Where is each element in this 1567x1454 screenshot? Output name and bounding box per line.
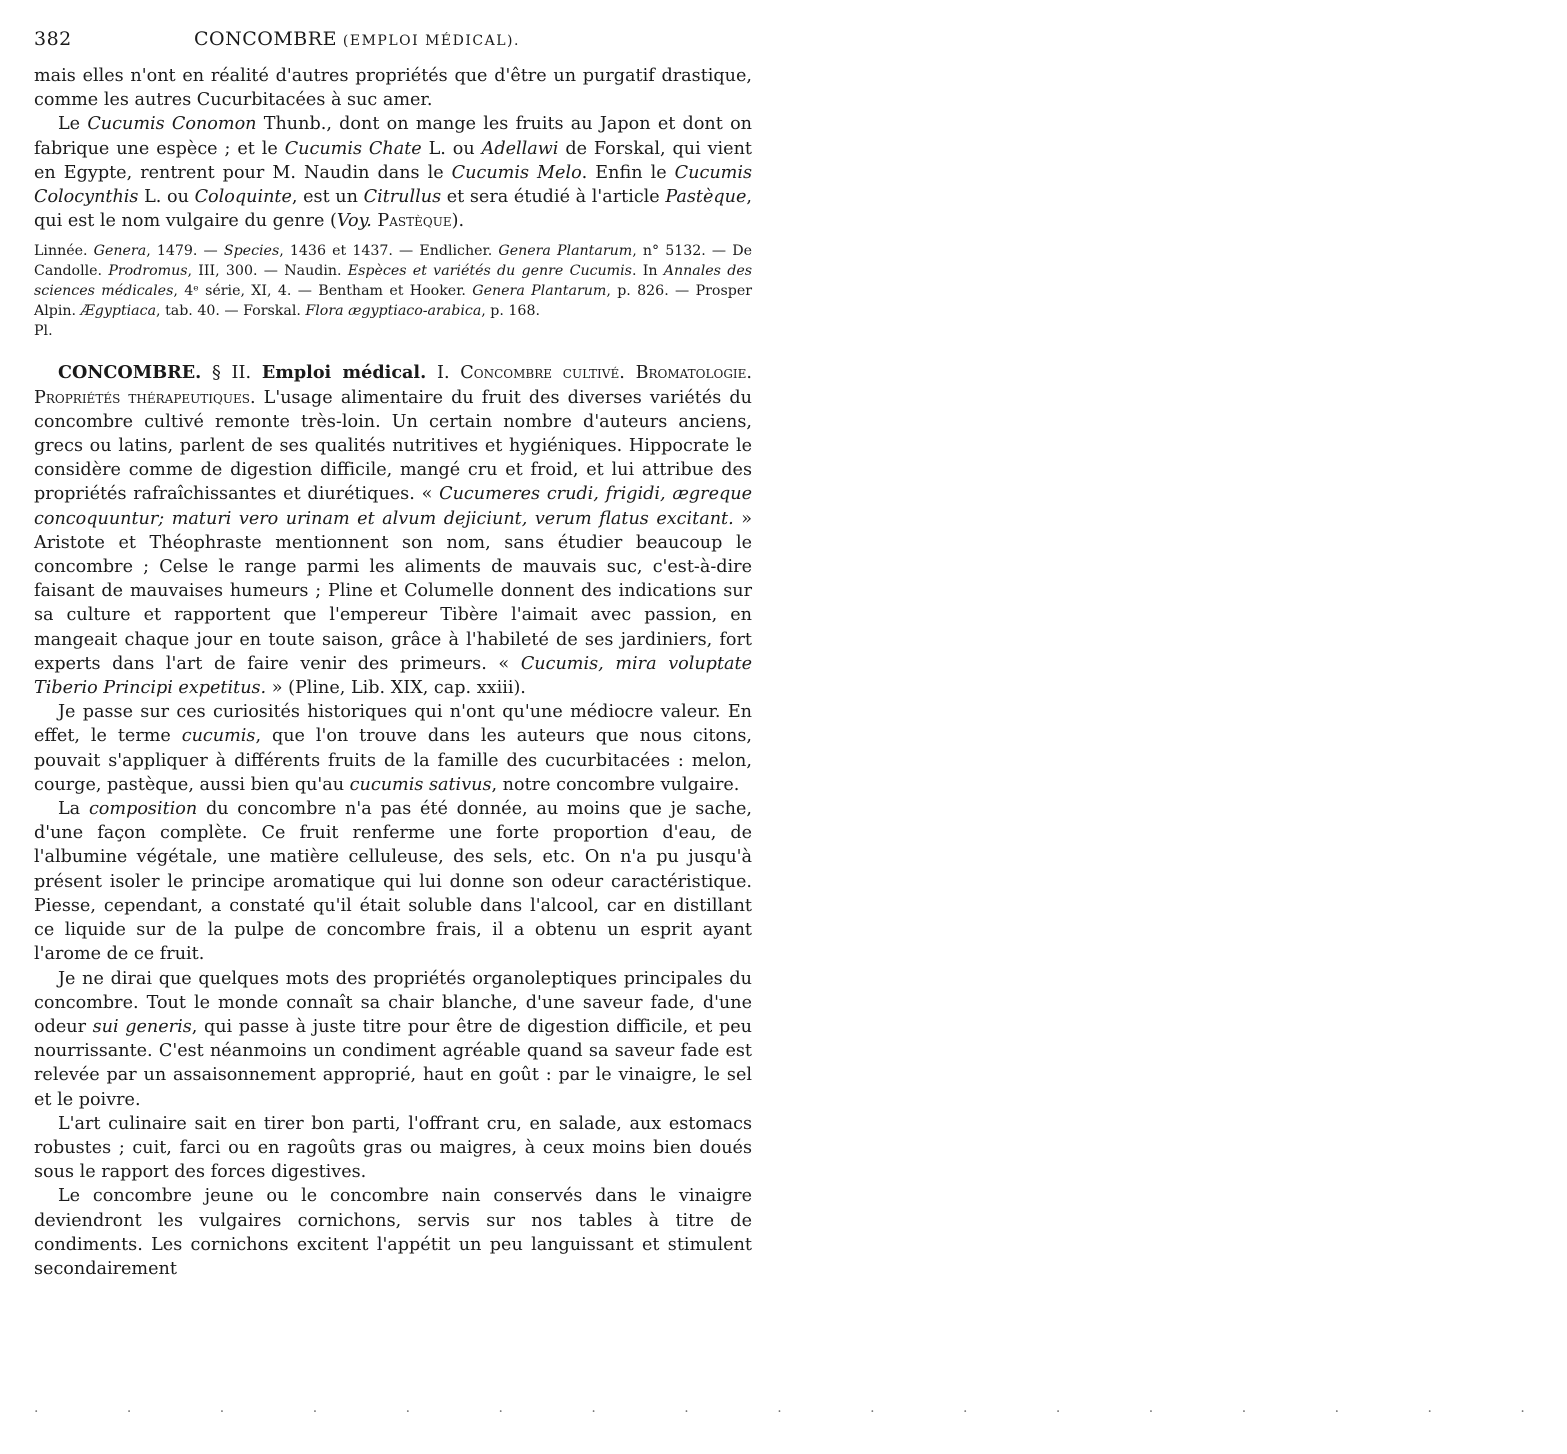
section-subheading: Emploi médical.	[261, 362, 427, 384]
running-head	[34, 28, 752, 64]
paragraph-curiosites: Je passe sur ces curiosités historiques qui n'ont qu'une médiocre valeur. En effet, le terme cucumis, que l'on trouve dans les auteurs que nous citons, pouvait s'appliquer à différents fruits de la famille des cucurbitacées : melon, courge, pastèque, aussi bien qu'au cucumis sativus, notre concombre vulgaire.	[34, 702, 752, 795]
paragraph-cornichons: Le concombre jeune ou le concombre nain conservés dans le vinaigre deviendront les vulgaires cornichons, servis sur nos tables à titre de condiments. Les cornichons excitent l'appétit un peu languissant et stimulent secondairement	[34, 1186, 752, 1279]
paragraph-composition: La composition du concombre n'a pas été donnée, au moins que je sache, d'une façon complète. Ce fruit renferme une forte proportion d'eau, de l'albumine végétale, une matière celluleuse, des sels, etc. On n'a pu jusqu'à présent isoler le principe aromatique qui lui donne son odeur caractéristique. Piesse, cependant, a constaté qu'il était soluble dans l'alcool, car en distillant ce liquide sur de la pulpe de concombre frais, il a obtenu un esprit ayant l'arome de ce fruit.	[34, 799, 753, 965]
running-subtitle: (EMPLOI MÉDICAL).	[342, 33, 520, 49]
footer-dots: · · · · · · · · · · · · · · · · ·	[34, 1404, 1567, 1420]
page	[34, 28, 752, 1281]
bibliography-text: Linnée. Genera, 1479. — Species, 1436 et 1437. — Endlicher. Genera Plantarum, n° 5132. — De Candolle. Prodromus, III, 300. — Naudin. Espèces et variétés du genre Cucumis. In Annales des sciences médicales, 4ᵉ série, XI, 4. — Bentham et Hooker. Genera Plantarum, p. 826. — Prosper Alpin. Ægyptiaca, tab. 40. — Forskal. Flora ægyptiaco-arabica, p. 168.	[34, 243, 753, 320]
paragraph-cucumis-species: Le Cucumis Conomon Thunb., dont on mange les fruits au Japon et dont on fabrique une espèce ; et le Cucumis Chate L. ou Adellawi de Forskal, qui vient en Egypte, rentrent pour M. Naudin dans le Cucumis Melo. Enfin le Cucumis Colocynthis L. ou Coloquinte, est un Citrullus et sera étudié à l'article Pastèque, qui est le nom vulgaire du genre (Voy. Pastèque).	[34, 114, 753, 232]
paragraph-art-culinaire: L'art culinaire sait en tirer bon parti, l'offrant cru, en salade, aux estomacs robustes ; cuit, farci ou en ragoûts gras ou maigres, à ceux moins bien doués sous le rapport des forces digestives.	[34, 1113, 752, 1183]
author-signature: Pl.	[34, 323, 53, 340]
running-title: CONCOMBRE	[194, 28, 337, 50]
section-emploi-medical: CONCOMBRE. § II. Emploi médical. I. Concombre cultivé. Bromatologie. Propriétés thérapeutiques. L'usage alimentaire du fruit des diverses variétés du concombre cultivé remonte très-loin. Un certain nombre d'auteurs anciens, grecs ou latins, parlent de ses qualités nutritives et hygiéniques. Hippocrate le considère comme de digestion difficile, mangé cru et froid, et lui attribue des propriétés rafraîchissantes et diurétiques. « Cucumeres crudi, frigidi, ægreque concoquuntur; maturi vero urinam et alvum dejiciunt, verum flatus excitant. » Aristote et Théophraste mentionnent son nom, sans étudier beaucoup le concombre ; Celse le range parmi les aliments de mauvais suc, c'est-à-dire faisant de mauvaises humeurs ; Pline et Columelle donnent des indications sur sa culture et rapportent que l'empereur Tibère l'aimait avec passion, en mangeait chaque jour en toute saison, grâce à l'habileté de ses jardiniers, fort experts dans l'art de faire venir des primeurs. « Cucumis, mira voluptate Tiberio Principi expetitus. » (Pline, Lib. XIX, cap. xxiii).	[34, 362, 753, 699]
page-number: 382	[34, 28, 72, 50]
paragraph-continuation: mais elles n'ont en réalité d'autres propriétés que d'être un purgatif drastique, comme les autres Cucurbitacées à suc amer.	[34, 66, 752, 111]
section-heading: CONCOMBRE.	[58, 362, 202, 384]
paragraph-organoleptiques: Je ne dirai que quelques mots des propriétés organoleptiques principales du concombre. Tout le monde connaît sa chair blanche, d'une saveur fade, d'une odeur sui generis, qui passe à juste titre pour être de digestion difficile, et peu nourrissante. C'est néanmoins un condiment agréable quand sa saveur fade est relevée par un assaisonnement approprié, haut en goût : par le vinaigre, le sel et le poivre.	[34, 968, 752, 1110]
bibliography	[34, 241, 752, 341]
